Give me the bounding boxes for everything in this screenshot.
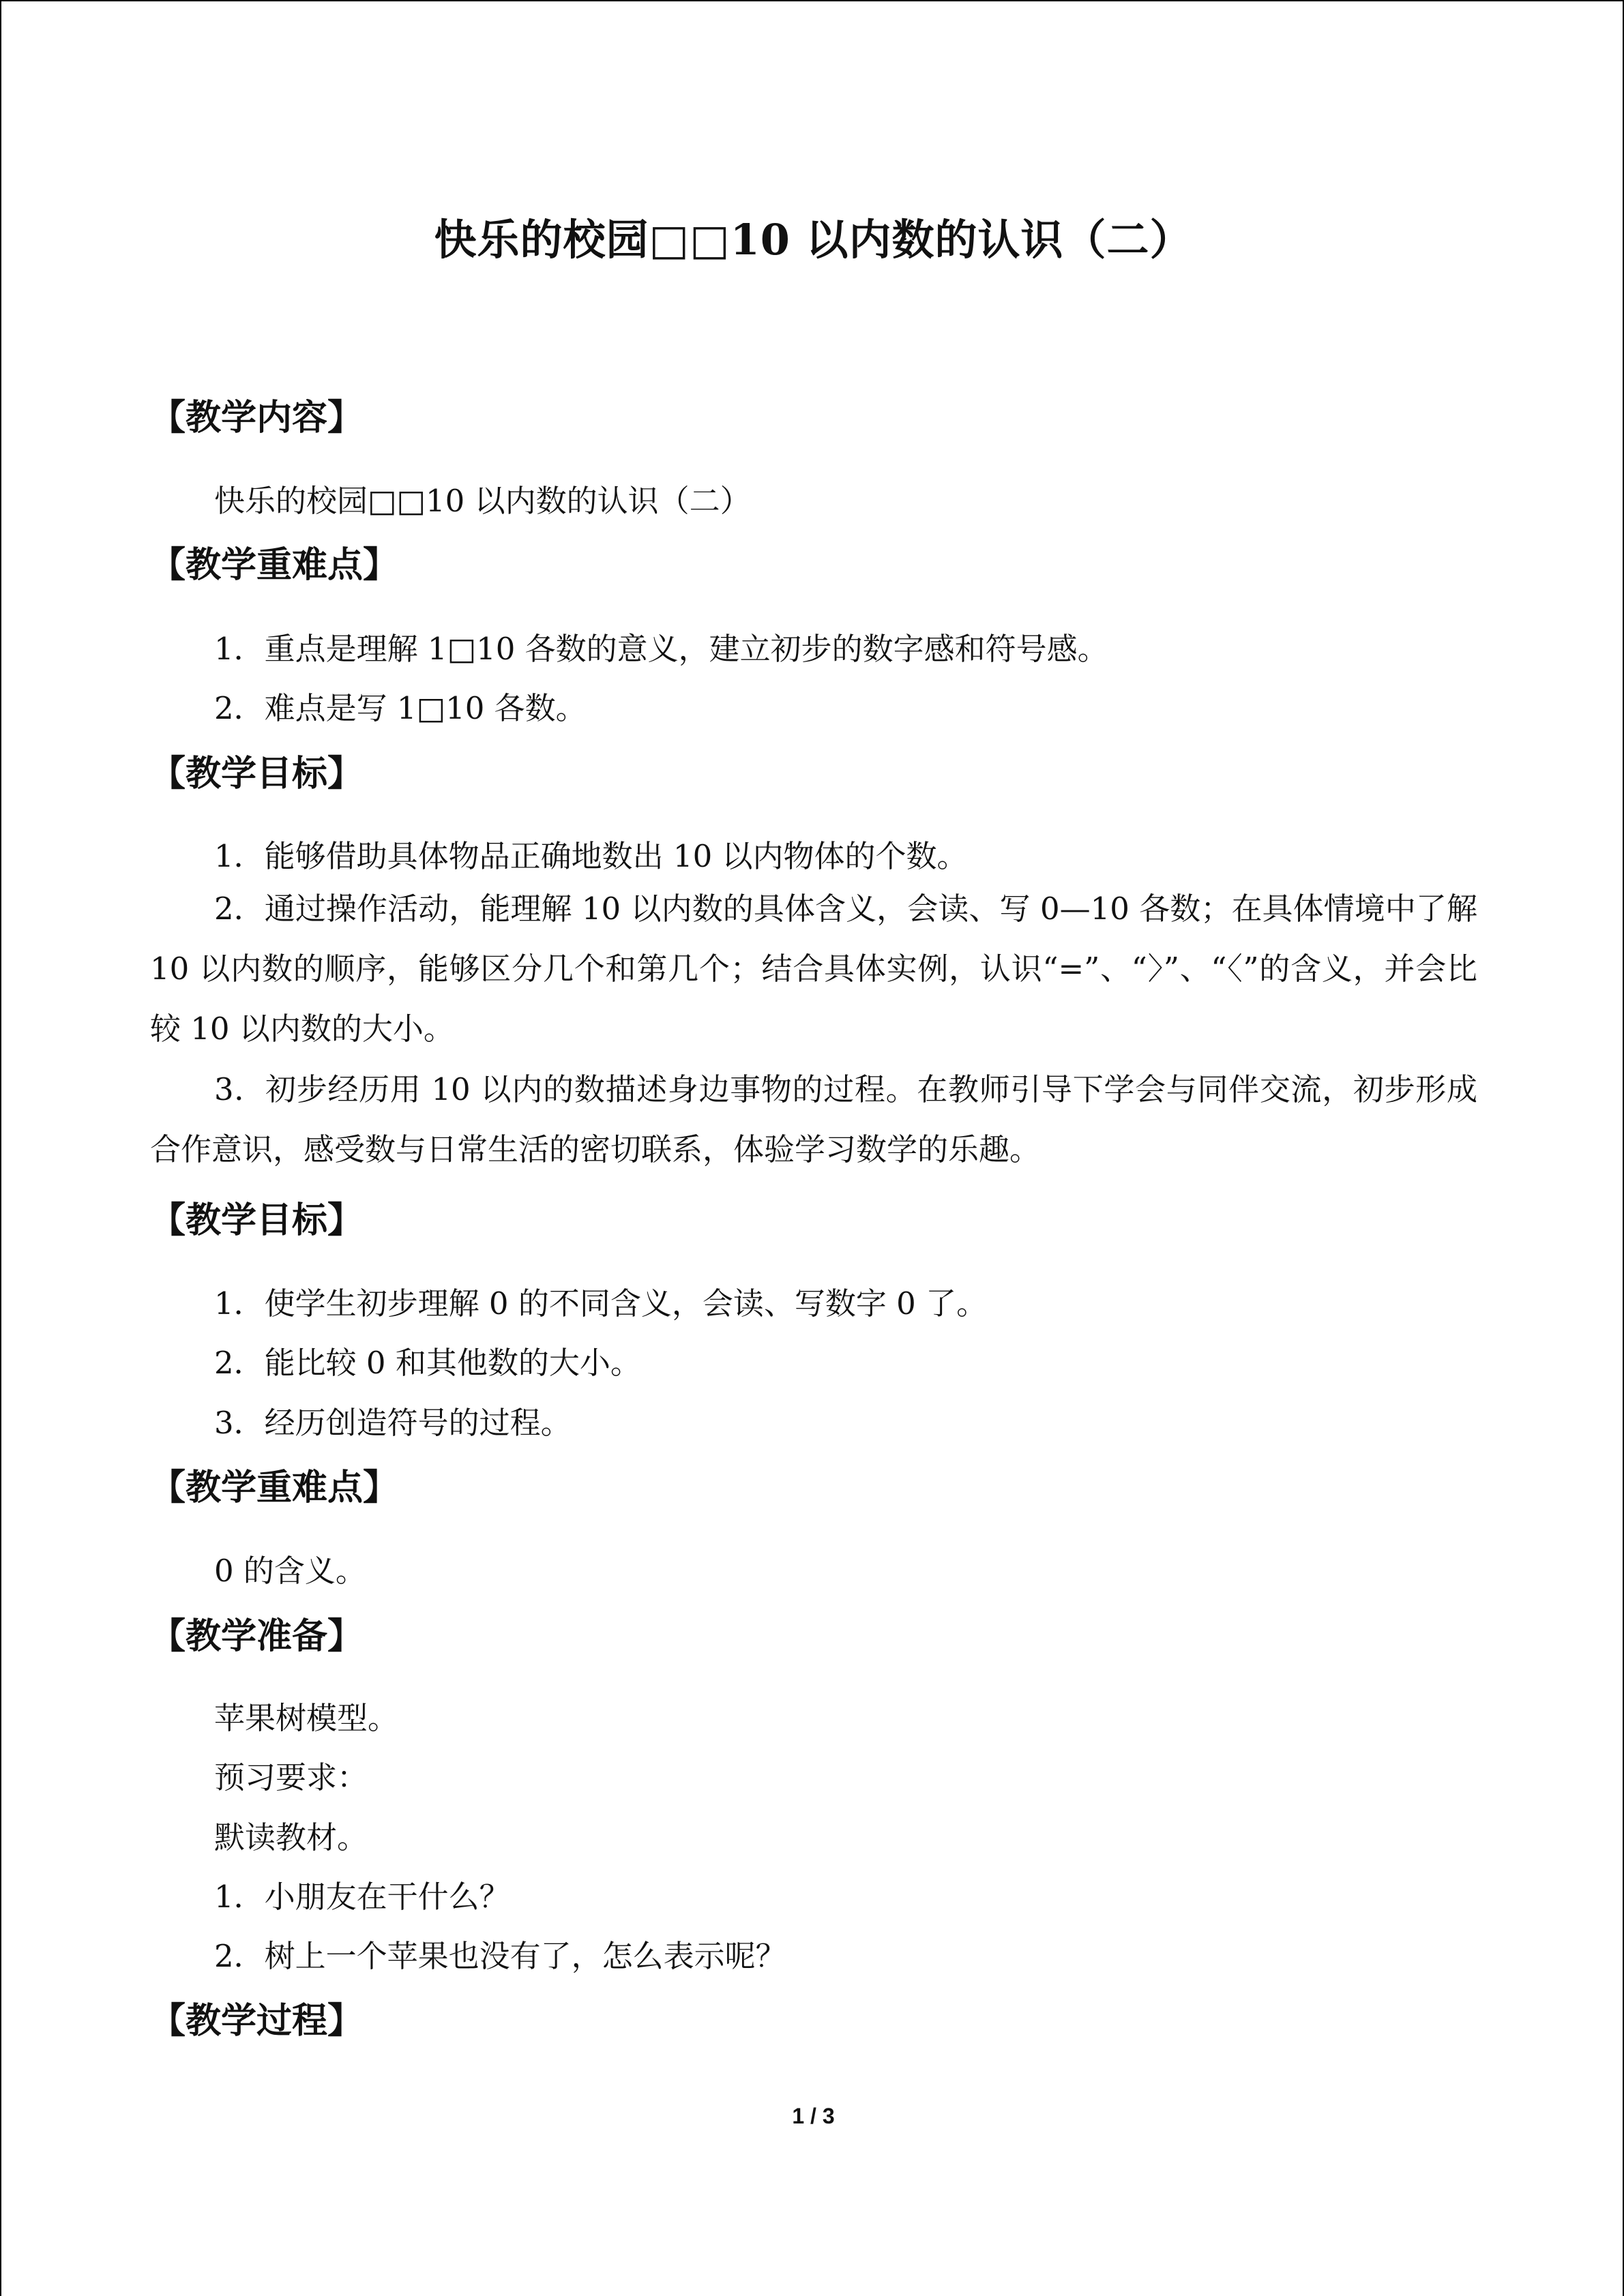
prep-item-1: 苹果树模型。 bbox=[214, 1700, 399, 1736]
goal2-item-3: 3．经历创造符号的过程。 bbox=[214, 1405, 572, 1441]
heading-teaching-content: 【教学内容】 bbox=[150, 398, 364, 438]
prep-item-4: 1．小朋友在干什么？ bbox=[214, 1879, 510, 1915]
heading-teaching-process: 【教学过程】 bbox=[150, 2001, 364, 2042]
goal2-item-1: 1．使学生初步理解 0 的不同含义，会读、写数字 0 了。 bbox=[214, 1285, 988, 1322]
goal-item-2: 2．通过操作活动，能理解 10 以内数的具体含义，会读、写 0—10 各数；在具体情境中了解 10 以内数的顺序，能够区分几个和第几个；结合具体实例，认识“=”、“〉”、“〈”的含义，并会比较 10 以内数的大小。 bbox=[150, 891, 1477, 1047]
prep-item-3: 默读教材。 bbox=[214, 1819, 368, 1855]
keypoint-item-1: 1．重点是理解 1□10 各数的意义，建立初步的数字感和符号感。 bbox=[214, 631, 1108, 667]
keypoint2-text: 0 的含义。 bbox=[214, 1553, 366, 1589]
content-text: 快乐的校园□□10 以内数的认识（二） bbox=[214, 483, 751, 519]
prep-item-5: 2．树上一个苹果也没有了，怎么表示呢？ bbox=[214, 1938, 786, 1974]
keypoint-item-2: 2．难点是写 1□10 各数。 bbox=[214, 690, 587, 726]
document-title: 快乐的校园□□10 以内数的认识（二） bbox=[434, 215, 1193, 265]
page-number: 1 / 3 bbox=[792, 2104, 835, 2128]
goal-item-3: 3．初步经历用 10 以内的数描述身边事物的过程。在教师引导下学会与同伴交流，初步形成合作意识，感受数与日常生活的密切联系，体验学习数学的乐趣。 bbox=[150, 1071, 1477, 1167]
goal-item-1: 1．能够借助具体物品正确地数出 10 以内物体的个数。 bbox=[214, 838, 968, 874]
heading-teaching-preparation: 【教学准备】 bbox=[150, 1616, 364, 1657]
heading-teaching-goals-2: 【教学目标】 bbox=[150, 1200, 364, 1241]
heading-key-difficult-points: 【教学重难点】 bbox=[150, 545, 399, 586]
goal2-item-2: 2．能比较 0 和其他数的大小。 bbox=[214, 1345, 641, 1381]
heading-teaching-goals: 【教学目标】 bbox=[150, 754, 364, 794]
prep-item-2: 预习要求： bbox=[214, 1759, 368, 1795]
heading-key-difficult-points-2: 【教学重难点】 bbox=[150, 1467, 399, 1508]
